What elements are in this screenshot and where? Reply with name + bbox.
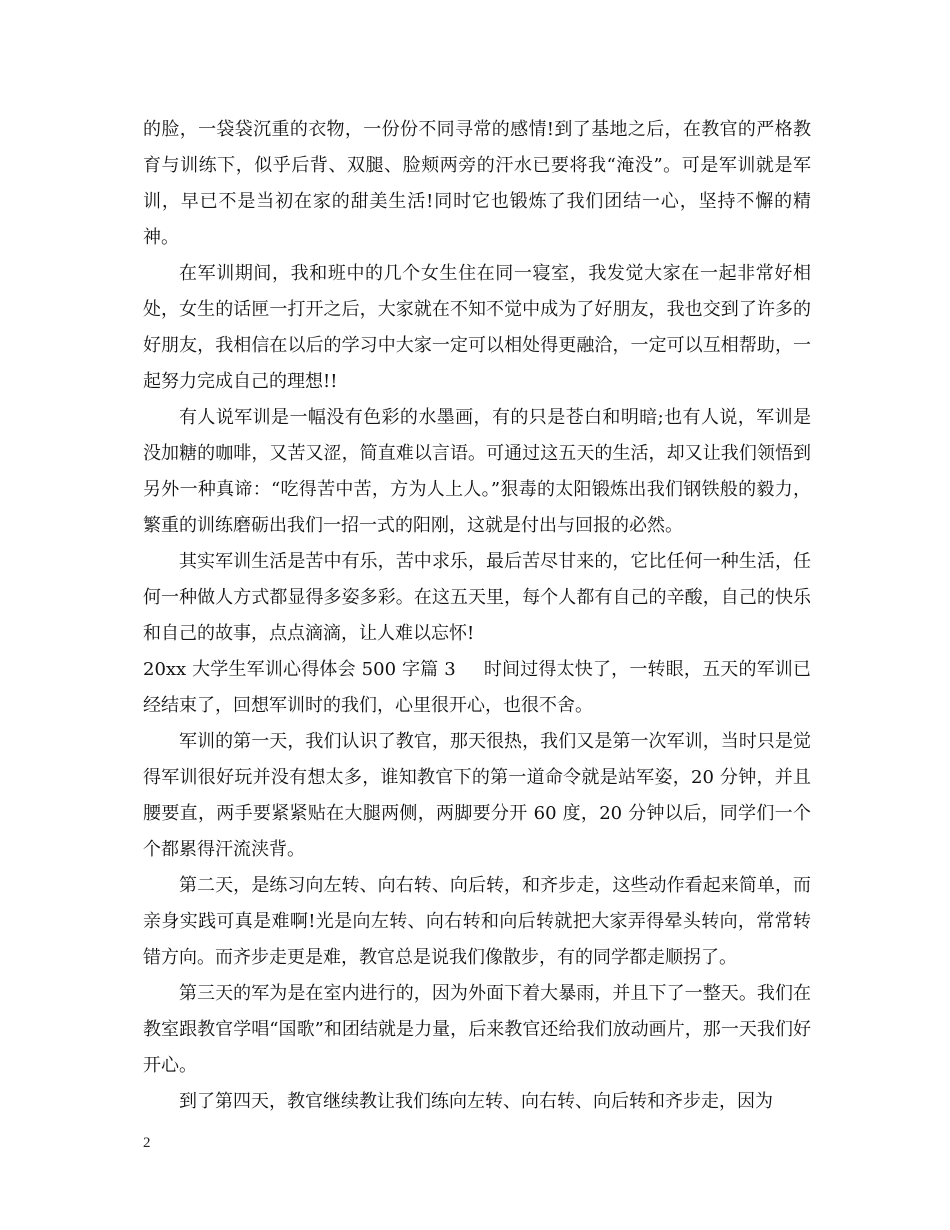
paragraph-1: 的脸，一袋袋沉重的衣物，一份份不同寻常的感情!到了基地之后，在教官的严格教育与训练下，似乎后背、双腿、脸颊两旁的汗水已要将我“淹没”。可是军训就是军训，早已不是当初在家的甜美生活!同时它也锻炼了我们团结一心，坚持不懈的精神。 [143, 119, 811, 248]
section-heading: 20xx 大学生军训心得体会 500 字篇 3 [143, 659, 456, 680]
document-body [143, 112, 811, 1120]
paragraph-8: 第三天的军为是在室内进行的，因为外面下着大暴雨，并且下了一整天。我们在教室跟教官学唱“国歌”和团结就是力量，后来教官还给我们放动画片，那一天我们好开心。 [143, 983, 811, 1076]
paragraph-3: 有人说军训是一幅没有色彩的水墨画，有的只是苍白和明暗;也有人说，军训是没加糖的咖啡，又苦又涩，简直难以言语。可通过这五天的生活，却又让我们领悟到另外一种真谛：“吃得苦中苦，方为人上人。”狠毒的太阳锻炼出我们钢铁般的毅力，繁重的训练磨砺出我们一招一式的阳刚，这就是付出与回报的必然。 [143, 407, 811, 536]
section-intro-text: 时间过得太快了，一转眼，五天的军训已经结束了，回想军训时的我们，心里很开心，也很不舍。 [143, 659, 811, 716]
paragraph-9: 到了第四天，教官继续教让我们练向左转、向右转、向后转和齐步走，因为 [179, 1091, 773, 1112]
page-number: 2 [143, 1135, 151, 1151]
paragraph-4: 其实军训生活是苦中有乐，苦中求乐，最后苦尽甘来的，它比任何一种生活，任何一种做人方式都显得多姿多彩。在这五天里，每个人都有自己的辛酸，自己的快乐和自己的故事，点点滴滴，让人难以忘怀! [143, 551, 811, 644]
paragraph-7: 第二天，是练习向左转、向右转、向后转，和齐步走，这些动作看起来简单，而亲身实践可真是难啊!光是向左转、向右转和向后转就把大家弄得晕头转向，常常转错方向。而齐步走更是难，教官总是说我们像散步，有的同学都走顺拐了。 [143, 875, 811, 968]
paragraph-6: 军训的第一天，我们认识了教官，那天很热，我们又是第一次军训，当时只是觉得军训很好玩并没有想太多，谁知教官下的第一道命令就是站军姿，20 分钟，并且腰要直，两手要紧紧贴在大腿两侧，两脚要分开 60 度，20 分钟以后，同学们一个个都累得汗流浃背。 [143, 731, 811, 860]
paragraph-2: 在军训期间，我和班中的几个女生住在同一寝室，我发觉大家在一起非常好相处，女生的话匣一打开之后，大家就在不知不觉中成为了好朋友，我也交到了许多的好朋友，我相信在以后的学习中大家一定可以相处得更融洽，一定可以互相帮助，一起努力完成自己的理想!! [143, 263, 811, 392]
section-heading-paragraph [143, 652, 811, 724]
